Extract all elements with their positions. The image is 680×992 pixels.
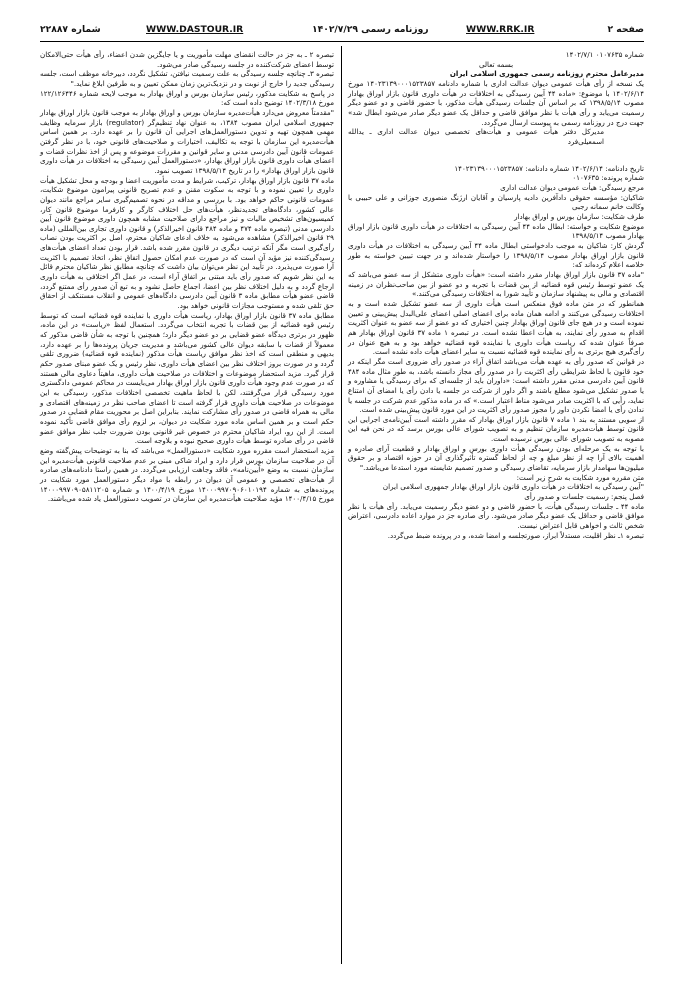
- left-column-paragraph: "مقدمتاً معروض می‌دارد هیأت‌مدیره سازمان بورس و اوراق بهادار به موجب قانون بازار اوراق بهادار جمهوری اسلامی ایران مصوب ۱۳۸۴، به عنوان نهاد تنظیم‌گر (regulator) بازار سرمایه وظایف مهمی همچون تهیه و تدوین دستورالعمل‌های اجرایی آن قانون را بر عهده دارد. بر همین اساس هیأت‌مدیره این سازمان با توجه به تکالیف، اختیارات و صلاحیت‌های قانونی خود، با در نظر گرفتن عمومات قانون آیین دادرسی مدنی و سایر قوانین و مقررات موضوعه و پس از اخذ نظرات قضات و اعضای هیأت داوری قانون بازار اوراق بهادار، «دستورالعمل آیین رسیدگی به اختلافات در هیأت داوری قانون بازار اوراق بهادار» را در تاریخ ۱۳۹۸/۵/۱۴ تصویب نمود.: [40, 107, 335, 175]
- right-column-paragraph: شماره ۰۱۰۷۶۳۵ ۱۴۰۲/۷/۱: [565, 50, 644, 59]
- right-column-paragraph: فصل پنجم: رسمیت جلسات و صدور رأی: [524, 492, 644, 502]
- right-column-paragraph: بسمه تعالی: [478, 59, 514, 69]
- right-column-paragraph: شاکیان: مؤسسه حقوقی دادآفرین دادیه پارسیان و آقایان ارژنگ منصوری جوزانی و علی حبیبی با وکالت خانم سمانه رجبی: [348, 192, 644, 212]
- right-column-paragraph: مدیرعامل محترم روزنامه رسمی جمهوری اسلامی ایران: [449, 69, 644, 79]
- right-column-paragraph: [348, 154, 644, 157]
- left-column: [40, 50, 334, 504]
- right-column-paragraph: در قوانین که صدور رأی به عهده هیأت می‌باشد اتفاق آراء در صدور رأی ضروری است مگر اینکه در خود قانون با لحاظ شرایطی رأی اکثریت را در صدور رأی مجاز دانسته باشد، به طور مثال ماده ۴۸۴ قانون آیین دادرسی مدنی مقرر داشته است: «داوران باید از جلسه‌ای که برای رسیدگی یا مشاوره و یا صدور تشکیل می‌شود مطلع باشند و اگر داور از شرکت در جلسه یا دادن رأی یا امضای آن امتناع نماید، رأیی که با اکثریت صادر می‌شود مناط اعتبار است.» که در ماده مذکور عدم شرکت در جلسه یا ندادن رأی یا امضا نکردن داور را مجوز صدور رأی اکثریت در این مورد قانون پیش‌بینی شده است.: [348, 356, 644, 415]
- right-column-paragraph: تبصره ۱ـ نظر اقلیت، مستدلاً ابراز، صورتجلسه و امضا شده، و در پرونده ضبط می‌گردد.: [387, 530, 644, 540]
- left-column-paragraph: مطابق ماده ۳۷ قانون بازار اوراق بهادار، ریاست هیأت داوری با نماینده قوه قضائیه است که توسط رئیس قوه قضائیه از بین قضات با تجربه انتخاب می‌گردد. استعمال لفظ «ریاست» در این ماده، ظهور در برتری دیدگاه عضو قضایی بر دو عضو دیگر دارد؛ همچنین با توجه به شأن قاضی مذکور که معمولاً از قضات با سابقه دیوان عالی کشور می‌باشد و مدیریت جریان پرونده‌ها را بر عهده دارد، بدیهی و منطقی است که اخذ نظر موافق ریاست هیأت مذکور (نماینده قوه قضائیه) ضروری تلقی گردد و در صورت بروز اختلاف نظر بین اعضای هیأت داوری، نظر رئیس و یک عضو مبنای صدور حکم قرار گیرد. مزید استحضار موضوعات و اختلافات در صلاحیت هیأت داوری، ماهیتاً دعاوی مالی هستند که در صورت عدم وجود هیأت داوری قانون بازار اوراق بهادار می‌بایست در محاکم عمومی دادگستری مورد رسیدگی قرار می‌گرفتند، لکن با لحاظ ماهیت تخصصی اختلافات مذکور، رسیدگی به این موضوعات در صلاحیت هیأت داوری قرار گرفته است تا اعضای صاحب نظر در زمینه‌های اقتصادی و مالی به همراه قاضی در صدور رأی مشارکت نمایند. بنابراین اصل بر محوریت مقام قضایی در صدور حکم است و بر همین اساس ماده مورد شکایت در دیوان، بر لزوم رأی موافق قاضی تأکید نموده است. از این رو، ایراد شاکیان محترم در خصوص غیر قانونی بودن ضرورت جلب نظر موافق عضو قاضی در رأی صادره توسط هیأت داوری صحیح نبوده و بلاوجه است.: [40, 310, 334, 446]
- page-header: [40, 22, 644, 38]
- right-column-paragraph: با توجه به یک مرحله‌ای بودن رسیدگی هیأت داوری بورس و اوراق بهادار و قطعیت آرای صادره و اهمیت بالای آرا چه از نظر مبلغ و چه از لحاظ گستره تأثیرگذاری آن در حوزه اقتصاد و بر حقوق میلیون‌ها سهامدار بازار سرمایه، تقاضای رسیدگی و صدور تصمیم شایسته مورد استدعا می‌باشد.": [348, 443, 644, 473]
- right-column-paragraph: شماره پرونده: ۰۱۰۷۶۳۵: [572, 173, 644, 183]
- left-column-paragraph: ماده ۳۷ قانون بازار اوراق بهادار، ترکیب، شرایط و مدت مأموریت اعضا و بودجه و محل تشکیل هیأت داوری را تعیین نموده و با توجه به سکوت مقنن و عدم تصریح قانونی پیرامون موضوع شکایت، عمومات قانونی حاکم خواهد بود. با بررسی و مداقه در نحوه تصمیم‌گیری سایر مراجع مانند دیوان عالی کشور، دادگاه‌های تجدیدنظر، هیأت‌های حل اختلاف کارگر و کارفرما موضوع قانون کار، کمیسیون‌های تشخیص مالیات و نیز مراجع دارای صلاحیت مشابه همچون داوری موضوع قانون آیین دادرسی مدنی (تبصره ماده ۴۷۴ و ماده ۴۸۴ قانون اخیرالذکر) و قانون داوری تجاری بین‌المللی (ماده ۲۹ قانون اخیرالذکر) مشاهده می‌شود به خلاف ادعای شاکیان محترم، اصل بر اکثریت بودن نصاب رأی‌گیری است مگر آنکه ترتیب دیگری در قانون مقرر شده باشد. قرار بودن تعداد اعضای هیأت‌های رسیدگی‌کننده نیز مؤید آن است که در صورت عدم امکان حصول اتفاق نظر، اتخاذ تصمیم با اکثریت آرا صورت می‌پذیرد. در تأیید این نظر می‌توان بیان داشت که چنانچه مطابق نظر شاکیان محترم قائل به این نظر شویم که صدور رأی باید مبتنی بر اتفاق آراء است، در عمل اگر اختلافی به هیأت داوری ارجاع گردد و به دلیل اختلاف نظر بین اعضا، اجماع حاصل نشود و به تبع آن صدور رأی ممتنع گردد، قاضی عضو هیأت مطابق ماده ۳ قانون آیین دادرسی دادگاه‌های عمومی و انقلاب مستنکف از احقاق حق تلقی شده و مستوجب مجازات قانونی خواهد بود.: [40, 175, 334, 311]
- right-column-paragraph: از سویی مستند به بند ۱ ماده ۷ قانون بازار اوراق بهادار که مقرر داشته است آیین‌نامه‌ی اجرایی این قانون توسط هیأت‌مدیره سازمان تنظیم و به تصویب شورای عالی بورس برسد که در نحن فیه این مصوبه به تصویب شورای عالی بورس نرسیده است.: [348, 414, 644, 444]
- header-issue-number: شماره ۲۲۸۸۷: [40, 24, 101, 35]
- right-column-paragraph: متن مقرره مورد شکایت به شرح زیر است:: [516, 472, 644, 482]
- header-gazette-date: روزنامه رسمی ۱۴۰۲/۷/۲۹: [312, 24, 429, 35]
- right-column-paragraph: یک نسخه از رأی هیأت عمومی دیوان عدالت اداری با شماره دادنامه ۱۴۰۲۳۱۳۹۰۰۰۱۵۲۳۸۵۷ مورخ ۱۴۰۲/۶/۱۴ با موضوع: «ماده ۴۴ آیین رسیدگی به اختلافات در هیأت داوری قانون بازار اوراق بهادار مصوب ۱۳۹۸/۵/۱۴ که بر اساس آن جلسات رسیدگی هیأت مذکور، با حضور قاضی و دو عضو دیگر رسمیت می‌یابد و رأی هیأت با نظر موافق قاضی و حداقل یک عضو دیگر صادر می‌شود ابطال شد» جهت درج در روزنامه رسمی به پیوست ارسال می‌گردد.: [348, 78, 645, 127]
- right-column-paragraph: تاریخ دادنامه: ۱۴۰۲/۶/۱۴ شماره دادنامه: ۱۴۰۲۳۱۳۹۰۰۰۱۵۲۳۸۵۷: [454, 163, 644, 173]
- right-column-paragraph: "ماده ۳۷ قانون بازار اوراق بهادار مقرر داشته است: «هیأت داوری متشکل از سه عضو می‌باشد که یک عضو توسط رئیس قوه قضائیه از بین قضات با تجربه و دو عضو از بین صاحب‌نظران در زمینه اقتصادی و مالی به پیشنهاد سازمان و تأیید شورا به اختلافات رسیدگی می‌کنند.»: [348, 269, 644, 299]
- right-column-paragraph: طرف شکایت: سازمان بورس و اوراق بهادار: [514, 212, 644, 222]
- right-column: [348, 50, 644, 540]
- right-column-paragraph: ماده ۴۴ ـ جلسات رسیدگی هیأت، با حضور قاضی و دو عضو دیگر رسمیت می‌یابد. رأی هیأت با نظر موافق قاضی و حداقل یک عضو دیگر صادر می‌شود. رأی صادره جز در موارد اعاده دادرسی، اعتراض شخص ثالث و اخواهی قابل اعتراض نیست.: [348, 501, 644, 531]
- column-divider: [341, 46, 342, 964]
- right-column-paragraph: مدیرکل دفتر هیأت عمومی و هیأت‌های تخصصی دیوان عدالت اداری ـ یدالله اسمعیلی‌فرد: [348, 127, 604, 146]
- header-divider: [40, 41, 644, 42]
- left-column-paragraph: در پاسخ به شکایت مذکور، رئیس سازمان بورس و اوراق بهادار به موجب لایحه شماره ۱۲۲/۱۲۶۴۴۶ مورخ ۱۴۰۲/۳/۱۸ توضیح داده است که:: [40, 88, 334, 108]
- right-column-paragraph: "آیین رسیدگی به اختلافات در هیأت داوری قانون بازار اوراق بهادار جمهوری اسلامی ایران: [382, 482, 644, 492]
- right-column-paragraph: مرجع رسیدگی: هیأت عمومی دیوان عدالت اداری: [500, 183, 644, 193]
- left-column-paragraph: مزید استحضار است مقرره مورد شکایت «دستورالعمل» می‌باشد که بنا به توضیحات پیش‌گفته وضع آن در صلاحیت سازمان بورس قرار دارد و ایراد شاکی مبنی بر عدم صلاحیت قانونی هیأت‌مدیره این سازمان نسبت به وضع «آیین‌نامه»، فاقد وجاهت ارزیابی می‌گردد. در همین راستا دادنامه‌های صادره از هیأت‌های تخصصی و عمومی آن دیوان در رابطه با مواد دیگر دستورالعمل مورد شکایت در پرونده‌های به شماره ۱۴۰۰۰۹۹۷۰۹۰۶۰۱۰۱۹۴ مورخ ۱۴۰۰/۴/۱۹ و شماره ۱۴۰۰۰۹۹۷۰۹۰۵۸۱۱۲۰۵ مورخ ۱۴۰۰/۴/۱۵ مؤید صلاحیت هیأت‌مدیره این سازمان در تصویب دستورالعمل یاد شده می‌باشند.: [40, 445, 334, 504]
- header-dastour-link[interactable]: WWW.DASTOUR.IR: [146, 24, 244, 35]
- left-column-paragraph: تبصره ۳ـ چنانچه جلسه رسیدگی به علت رسمیت نیافتن، تشکیل نگردد، دبیرخانه موظف است، جلسه رسیدگی جدید را خارج از نوبت و در نزدیک‌ترین زمان ممکن تعیین و به طرفین ابلاغ نماید.": [40, 69, 334, 88]
- right-column-paragraph: موضوع شکایت و خواسته: ابطال ماده ۴۴ آیین رسیدگی به اختلافات در هیأت داوری قانون بازار اوراق بهادار مصوب ۱۳۹۸/۵/۱۴: [348, 221, 644, 241]
- header-page-number: صفحه ۲: [607, 24, 644, 35]
- left-column-paragraph: تبصره ۲ ـ به جز در حالت انقضای مهلت مأموریت و یا جایگزین شدن اعضاء، رأی هیأت حتی‌الامکان توسط اعضای شرکت‌کننده در جلسه رسیدگی صادر می‌شود.: [40, 50, 334, 69]
- header-rrk-link[interactable]: WWW.RRK.IR: [466, 24, 535, 35]
- right-column-paragraph: گردش کار: شاکیان به موجب دادخواستی ابطال ماده ۴۴ آیین رسیدگی به اختلافات در هیأت داوری قانون بازار اوراق بهادار مصوب ۱۳۹۸/۵/۱۴ را خواستار شده‌اند و در جهت تبیین خواسته به طور خلاصه اعلام کرده‌اند که:: [348, 241, 644, 270]
- right-column-paragraph: همانطور که در متن ماده فوق منعکس است هیأت داوری از سه عضو تشکیل شده است و به اختلافات رسیدگی می‌کنند و ادامه همان ماده برای اعضای اصلی اعضای علی‌البدل پیش‌بینی و تعیین نموده است و در هیچ جای قانون اوراق بهادار چنین اختیاری که دو عضو از سه عضو به عنوان اکثریت اقدام به صدور رأی نمایند، به هیأت اعطا نشده است. در تبصره ۱ ماده ۳۷ قانون اوراق بهادار هم صرفاً عنوان شده که ریاست هیأت داوری با نماینده قوه قضائیه خواهد بود و به هیچ عنوان در رأی‌گیری هیچ برتری به رأی نماینده قوه قضائیه نسبت به سایر اعضای هیأت داده نشده است.: [348, 298, 644, 357]
